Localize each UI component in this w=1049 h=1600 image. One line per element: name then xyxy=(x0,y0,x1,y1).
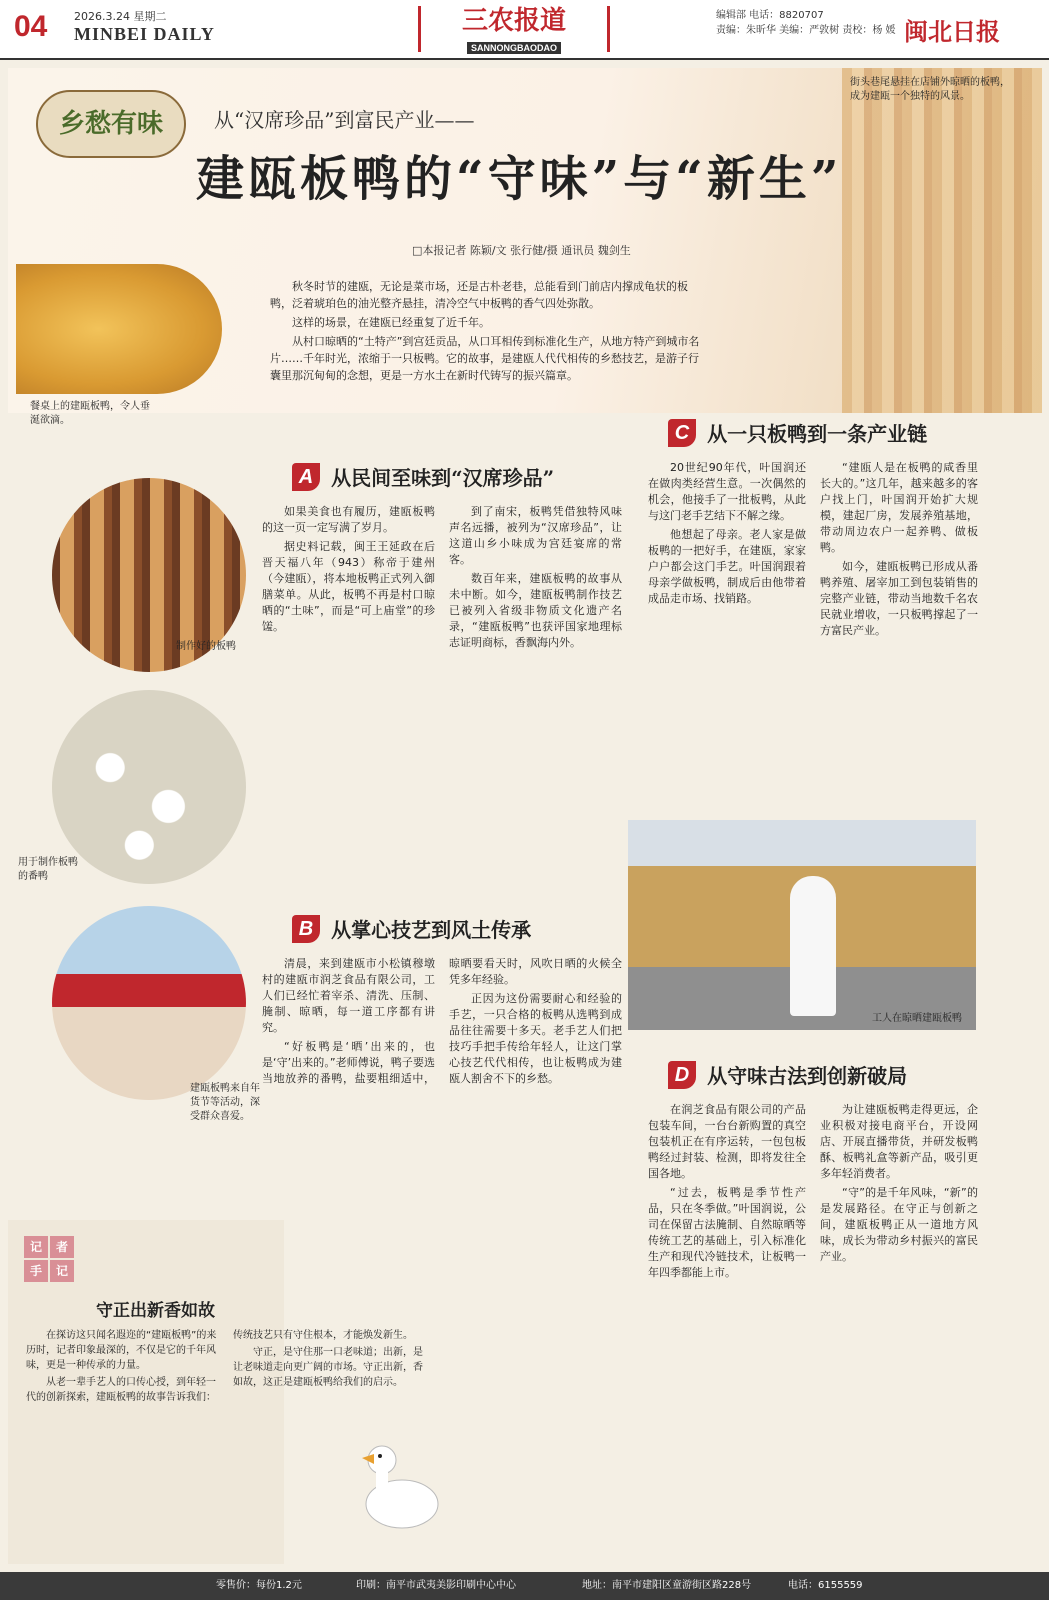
editor-line-2: 责编：朱昕华 美编：严敦树 责校：杨 媛 xyxy=(716,25,896,36)
lede xyxy=(270,278,706,386)
paragraph: 在探访这只闻名遐迩的“建瓯板鸭”的来历时，记者印象最深的，不仅是它的千年风味，更是一种传承的力量。 xyxy=(26,1330,217,1371)
lede-paragraph: 从村口晾晒的“土特产”到宫廷贡品，从口耳相传到标准化生产，从地方特产到城市名片……千年时光，浓缩于一只板鸭。它的故事，是建瓯人代代相传的乡愁技艺，是游子行囊里那沉甸甸的念想，更是一方水土在新时代铸写的振兴篇章。 xyxy=(270,335,700,382)
editor-info xyxy=(716,8,896,38)
byline: □本报记者 陈颖/文 张行健/摄 通讯员 魏剑生 xyxy=(412,244,631,257)
paragraph: 从老一辈手艺人的口传心授，到年轻一代的创新探索，建瓯板鸭的故事告诉我们：传统技艺只有守住根本，才能焕发新生。 xyxy=(26,1330,413,1403)
paragraph: “守”的是千年风味，“新”的是发展路径。在守正与创新之间，建瓯板鸭正从一道地方风味，成长为带动乡村振兴的富民产业。 xyxy=(820,1186,978,1263)
paragraph: 守正，是守住那一口老味道；出新，是让老味道走向更广阔的市场。守正出新，香如故，这正是建瓯板鸭给我们的启示。 xyxy=(233,1347,423,1388)
reporter-note-title: 守正出新香如故 xyxy=(96,1301,215,1321)
paragraph: 到了南宋，板鸭凭借独特风味声名远播，被列为“汉席珍品”，让这道山乡小味成为宫廷宴席的常客。 xyxy=(449,505,622,566)
section-letter: A xyxy=(292,463,320,491)
paragraph: “过去，板鸭是季节性产品，只在冬季做。”叶国润说，公司在保留古法腌制、自然晾晒等传统工艺的基础上，引入标准化生产和现代冷链技术，让板鸭一年四季都能上市。 xyxy=(648,1186,806,1279)
reporter-note-body xyxy=(26,1328,426,1405)
section-a-body xyxy=(262,504,622,894)
section-c-body xyxy=(648,460,978,800)
footer-address: 地址：南平市建阳区童游街区路228号 xyxy=(582,1580,752,1591)
section-a-title: 从民间至味到“汉席珍品” xyxy=(331,466,555,490)
page-number: 04 xyxy=(14,10,48,43)
paragraph: “建瓯人是在板鸭的咸香里长大的。”这几年，越来越多的客户找上门，叶国润开始扩大规模，建起厂房，发展养殖基地，带动周边农户一起养鸭、做板鸭。 xyxy=(820,461,978,554)
note-tag-char: 手 xyxy=(24,1260,48,1282)
section-b-header xyxy=(292,914,531,944)
section-d-title: 从守味古法到创新破局 xyxy=(707,1064,908,1088)
photo-duck-flock xyxy=(52,690,246,884)
caption-workshop: 工人在晾晒建瓯板鸭 xyxy=(872,1013,962,1024)
section-letter: C xyxy=(668,419,696,447)
paragraph: 正因为这份需要耐心和经验的手艺，一只合格的板鸭从选鸭到成品往往需要十多天。老手艺人们把技巧手把手传给年轻人，让这门掌心技艺代代相传，也让板鸭成为建瓯人割舍不下的乡愁。 xyxy=(449,992,622,1085)
paragraph: “好板鸭是‘晒’出来的，也是‘守’出来的。”老师傅说，鸭子要选当地放养的番鸭，盐要粗细适中，晾晒要看天时，风吹日晒的火候全凭多年经验。 xyxy=(262,957,622,1085)
photo-workshop xyxy=(628,820,976,1030)
editor-line-1: 编辑部 电话：8820707 xyxy=(716,10,824,21)
caption-street-ducks: 街头巷尾悬挂在店铺外晾晒的板鸭，成为建瓯一个独特的风景。 xyxy=(850,77,1010,102)
note-tag-char: 记 xyxy=(50,1260,74,1282)
paragraph: 如果美食也有履历，建瓯板鸭的这一页一定写满了岁月。 xyxy=(262,505,435,534)
footer xyxy=(0,1572,1049,1600)
paragraph: 为让建瓯板鸭走得更远，企业积极对接电商平台，开设网店、开展直播带货，并研发板鸭酥、板鸭礼盒等新产品，吸引更多年轻消费者。 xyxy=(820,1103,978,1180)
section-d-header xyxy=(668,1060,907,1090)
section-d-body xyxy=(648,1102,978,1558)
section-c-header xyxy=(668,418,927,448)
caption-duck-flock: 用于制作板鸭的番鸭 xyxy=(18,857,78,882)
note-tag-char: 者 xyxy=(50,1236,74,1258)
section-letter: B xyxy=(292,915,320,943)
lede-paragraph: 秋冬时节的建瓯，无论是菜市场，还是古朴老巷，总能看到门前店内撑成龟状的板鸭，泛着琥珀色的油光整齐悬挂，清冷空气中板鸭的香气四处弥散。 xyxy=(270,280,688,310)
paragraph: 20世纪90年代，叶国润还在做肉类经营生意。一次偶然的机会，他接手了一批板鸭，从此与这门老手艺结下不解之缘。 xyxy=(648,461,806,522)
section-letter: D xyxy=(668,1061,696,1089)
masthead xyxy=(0,0,1049,60)
footer-price: 零售价：每份1.2元 xyxy=(216,1580,302,1591)
column-badge: 乡愁有味 xyxy=(36,90,186,158)
paragraph: 清晨，来到建瓯市小松镇穆墩村的建瓯市润芝食品有限公司，工人们已经忙着宰杀、清洗、压制、腌制、晾晒，每一道工序都有讲究。 xyxy=(262,957,435,1034)
note-tag-char: 记 xyxy=(24,1236,48,1258)
section-b-title: 从掌心技艺到风土传承 xyxy=(331,918,532,942)
paper-latin-name: MINBEI DAILY xyxy=(74,24,215,44)
paragraph: 他想起了母亲。老人家是做板鸭的一把好手，在建瓯，家家户户都会这门手艺。叶国润跟着母亲学做板鸭，制成后由他带着成品走市场、找销路。 xyxy=(648,528,806,605)
section-c-title: 从一只板鸭到一条产业链 xyxy=(707,422,928,446)
dish-image xyxy=(16,264,222,394)
section-pinyin: SANNONGBAODAO xyxy=(467,42,561,54)
footer-phone: 电话：6155559 xyxy=(788,1580,863,1591)
paragraph: 在润芝食品有限公司的产品包装车间，一台台新购置的真空包装机正在有序运转，一包包板鸭经过封装、检测，即将发往全国各地。 xyxy=(648,1103,806,1180)
date-line: 2026.3.24 星期二 xyxy=(74,10,167,23)
caption-dish: 餐桌上的建瓯板鸭，令人垂涎欲滴。 xyxy=(30,401,150,426)
paragraph: 据史料记载，闽王王延政在后晋天福八年（943）称帝于建州（今建瓯），将本地板鸭正式列入御膳菜单。从此，板鸭不再是村口晾晒的“土味”，而是“可上庙堂”的珍馐。 xyxy=(262,540,435,633)
duck-illustration xyxy=(352,1424,444,1536)
hero-banner xyxy=(8,68,1042,426)
section-banner xyxy=(418,6,610,52)
photo-market xyxy=(52,906,246,1100)
section-b-body xyxy=(262,956,622,1256)
footer-printer: 印刷：南平市武夷美影印刷中心中心 xyxy=(356,1580,516,1591)
worker-figure xyxy=(790,876,836,1016)
lede-paragraph: 这样的场景，在建瓯已经重复了近千年。 xyxy=(292,316,490,329)
section-name: 三农报道 xyxy=(461,6,566,36)
headline: 建瓯板鸭的“守味”与“新生” xyxy=(196,151,843,207)
reporter-note-tag xyxy=(24,1236,80,1284)
section-a-header xyxy=(292,462,554,492)
paper-logo: 闽北日报 xyxy=(904,17,1000,46)
paragraph: 数百年来，建瓯板鸭的故事从未中断。如今，建瓯板鸭制作技艺已被列入省级非物质文化遗产名录，“建瓯板鸭”也获评国家地理标志证明商标，香飘海内外。 xyxy=(449,572,622,649)
caption-finished-ducks: 制作好的板鸭 xyxy=(176,641,236,652)
paragraph: 如今，建瓯板鸭已形成从番鸭养殖、屠宰加工到包装销售的完整产业链，带动当地数千名农民就业增收，一只板鸭撑起了一方富民产业。 xyxy=(820,560,978,637)
kicker: 从“汉席珍品”到富民产业—— xyxy=(214,108,475,132)
hanging-ducks-image xyxy=(842,68,1042,413)
caption-market: 建瓯板鸭来自年货节等活动，深受群众喜爱。 xyxy=(190,1083,260,1122)
